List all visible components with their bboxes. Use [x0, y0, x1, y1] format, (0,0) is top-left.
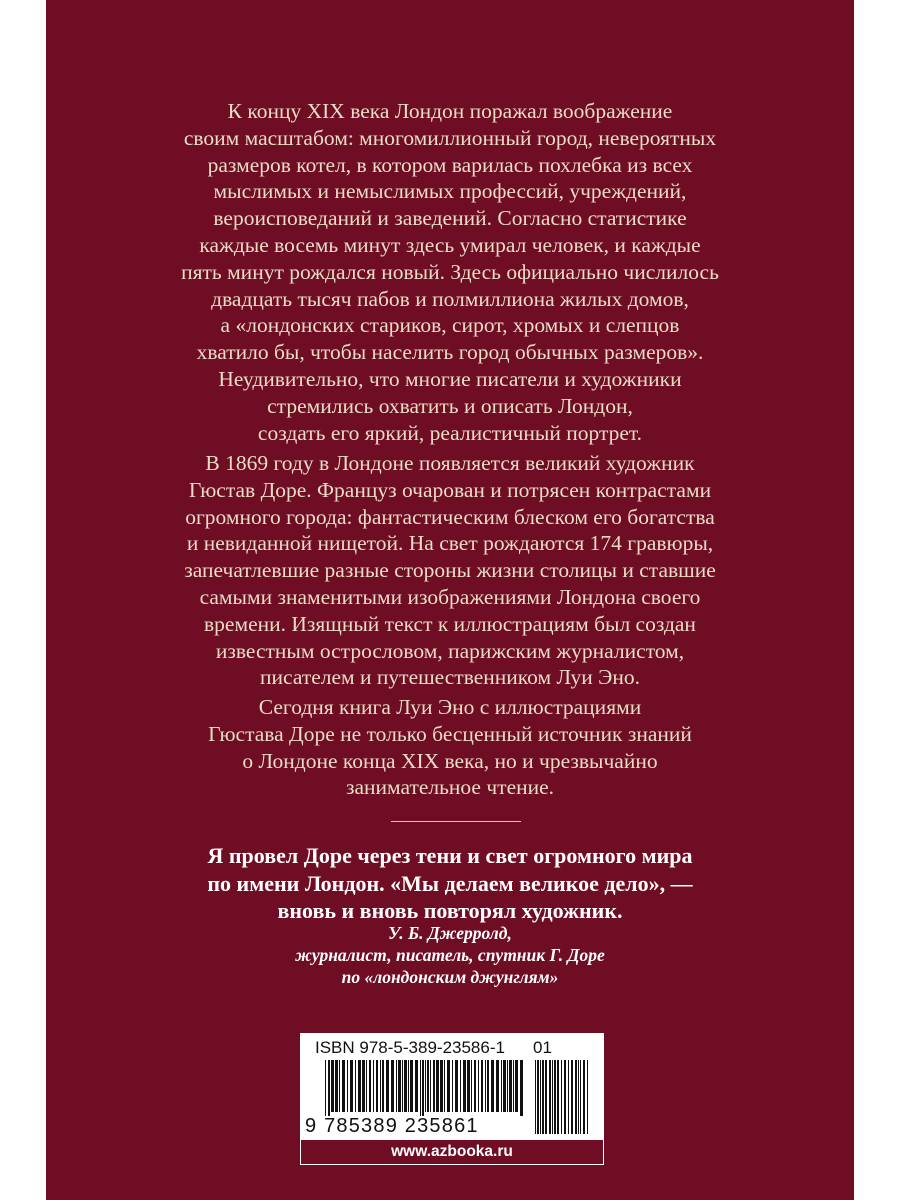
text-line: а «лондонских стариков, сирот, хромых и слепцов — [220, 313, 680, 338]
barcode-bar — [427, 1060, 429, 1112]
barcode-bar — [362, 1060, 365, 1112]
barcode-bar — [398, 1060, 401, 1112]
barcode-bar — [408, 1060, 409, 1112]
barcode-bar — [491, 1060, 494, 1112]
barcode-bar — [513, 1060, 514, 1112]
barcode-digits: 9 785389 235861 — [305, 1115, 479, 1137]
barcode-bar — [358, 1060, 361, 1112]
quote-attribution — [46, 922, 854, 988]
barcode-bar — [440, 1060, 443, 1112]
barcode-addon-bar — [571, 1060, 573, 1134]
barcode-bar — [328, 1060, 330, 1116]
text-line: писателем и путешественником Луи Эно. — [260, 665, 640, 690]
barcode-addon-bar — [568, 1060, 569, 1134]
barcode-bar — [467, 1060, 470, 1112]
barcode-bar — [402, 1060, 403, 1112]
barcode-bar — [396, 1060, 397, 1112]
barcode-addon-bar — [540, 1060, 541, 1134]
text-line: огромного города: фантастическим блеском его богатства — [185, 504, 715, 529]
text-line: самыми знаменитыми изображениями Лондона своего — [199, 584, 701, 609]
barcode-bar — [436, 1060, 439, 1112]
barcode-bar — [481, 1060, 483, 1112]
barcode-bar — [460, 1060, 461, 1112]
barcode-bar — [478, 1060, 479, 1112]
barcode-bar — [474, 1060, 476, 1112]
barcode-bar — [496, 1060, 499, 1112]
barcode-panel — [300, 1033, 604, 1165]
barcode-addon-bar — [552, 1060, 553, 1134]
text-line: хватило бы, чтобы населить город обычных размеров». — [196, 340, 704, 365]
text-line: стремились охватить и описать Лондон, — [267, 393, 633, 418]
barcode-addon-bar — [549, 1060, 551, 1134]
barcode-bar — [347, 1060, 348, 1112]
barcode-bar — [331, 1060, 334, 1112]
barcode-bar — [452, 1060, 453, 1112]
barcode-bar — [410, 1060, 413, 1112]
barcode-addon-bar — [587, 1060, 588, 1134]
barcode-bar — [382, 1060, 384, 1112]
barcode-bar — [509, 1060, 512, 1112]
text-line: Неудивительно, что многие писатели и художники — [218, 366, 682, 391]
barcode-addon-bar — [537, 1060, 539, 1134]
barcode-addon-bar — [545, 1060, 547, 1134]
text-line: вероисповеданий и заведений. Согласно статистике — [213, 206, 687, 231]
barcode-bar — [391, 1060, 394, 1112]
barcode-bar — [425, 1060, 426, 1112]
text-line: известным острословом, парижским журналистом, — [215, 638, 685, 663]
barcode-bar — [501, 1060, 502, 1112]
text-line: о Лондоне конца XIX века, но и чрезвычайно — [242, 748, 658, 773]
barcode-bar — [325, 1060, 326, 1116]
barcode-bar — [485, 1060, 486, 1112]
barcode-bar — [342, 1060, 345, 1112]
barcode-bar — [463, 1060, 466, 1112]
isbn-label: ISBN 978-5-389-23586-1 — [315, 1038, 505, 1057]
barcode-addon-bar — [542, 1060, 544, 1134]
attribution-line: по «лондонским джунглям» — [341, 967, 559, 987]
text-line: времени. Изящный текст к иллюстрациям был создан — [204, 611, 696, 636]
attribution-line: журналист, писатель, спутник Г. Доре — [295, 945, 605, 965]
annotation-paragraph-1 — [46, 98, 854, 446]
quote-line: по имени Лондон. «Мы делаем великое дело», — — [207, 870, 693, 896]
barcode-bar — [444, 1060, 445, 1112]
divider-line — [391, 821, 521, 822]
barcode-bar — [404, 1060, 407, 1112]
barcode-addon-bar — [554, 1060, 556, 1134]
text-line: В 1869 году в Лондоне появляется великий художник — [205, 451, 695, 475]
barcode-addon-bar — [557, 1060, 559, 1134]
barcode-addon-bar — [583, 1060, 585, 1134]
text-line: своим масштабом: многомиллионный город, невероятных — [183, 125, 717, 150]
barcode-bar — [355, 1060, 356, 1112]
barcode-bar — [503, 1060, 506, 1112]
text-line: Гюстава Доре не только бесценный источник знаний — [208, 721, 692, 746]
barcode-bar — [422, 1060, 424, 1116]
text-line: запечатлевшие разные стороны жизни столицы и ставшие — [184, 558, 716, 583]
barcode-bar — [369, 1060, 371, 1112]
barcode-addon-bar — [580, 1060, 581, 1134]
barcode-bar — [430, 1060, 431, 1112]
barcode-bar — [386, 1060, 389, 1112]
attribution-line: У. Б. Джерролд, — [388, 923, 512, 943]
text-line: размеров котел, в котором варилась похлебка из всех — [207, 152, 693, 177]
barcode-bar — [376, 1060, 378, 1112]
barcode-addon-bar — [578, 1060, 579, 1134]
text-line: двадцать тысяч пабов и полмиллиона жилых домов, — [211, 286, 689, 311]
text-line: каждые восемь минут здесь умирал человек, и каждые — [199, 232, 701, 257]
barcode-addon-bar — [561, 1060, 562, 1134]
barcode-bar — [433, 1060, 435, 1112]
text-line: Гюстав Доре. Француз очарован и потрясен контрастами — [188, 477, 712, 502]
barcode-bar — [420, 1060, 421, 1116]
barcode-bar — [335, 1060, 338, 1112]
barcode-bar — [415, 1060, 418, 1112]
text-line: мыслимых и немыслимых профессий, учреждений, — [213, 179, 687, 204]
text-line: и невиданной нищетой. На свет рождаются 174 гравюры, — [186, 531, 714, 556]
barcode-bar — [380, 1060, 381, 1112]
barcode-bar — [507, 1060, 508, 1112]
barcode-bar — [373, 1060, 374, 1112]
barcode-bar — [471, 1060, 472, 1112]
barcode-bar — [455, 1060, 458, 1112]
publisher-url: www.azbooka.ru — [301, 1140, 603, 1164]
back-cover — [46, 0, 854, 1200]
annotation-paragraph-2 — [46, 450, 854, 691]
text-line: Сегодня книга Луи Эно с иллюстрациями — [258, 695, 642, 719]
barcode-bar — [366, 1060, 367, 1112]
barcode-addon-bar — [535, 1060, 536, 1134]
barcode-bar — [447, 1060, 450, 1112]
barcode-bar — [350, 1060, 353, 1112]
barcode-bar — [339, 1060, 340, 1112]
text-line: пять минут рождался новый. Здесь официально числилось — [181, 259, 719, 284]
barcode-bar — [520, 1060, 523, 1116]
barcode-bar — [487, 1060, 489, 1112]
text-line: К концу XIX века Лондон поражал воображение — [227, 99, 673, 123]
barcode-addon-bar — [575, 1060, 577, 1134]
quote-line: Я провел Доре через тени и свет огромного мира — [207, 843, 693, 868]
barcode-addon-bar — [564, 1060, 566, 1134]
text-line: создать его яркий, реалистичный портрет. — [257, 420, 643, 445]
text-line: занимательное чтение. — [345, 775, 555, 800]
annotation-paragraph-3 — [46, 694, 854, 801]
quote-line: вновь и вновь повторял художник. — [277, 898, 623, 923]
quote-block — [46, 842, 854, 925]
barcode-bar — [515, 1060, 518, 1112]
barcode-addon-label: 01 — [533, 1038, 552, 1057]
